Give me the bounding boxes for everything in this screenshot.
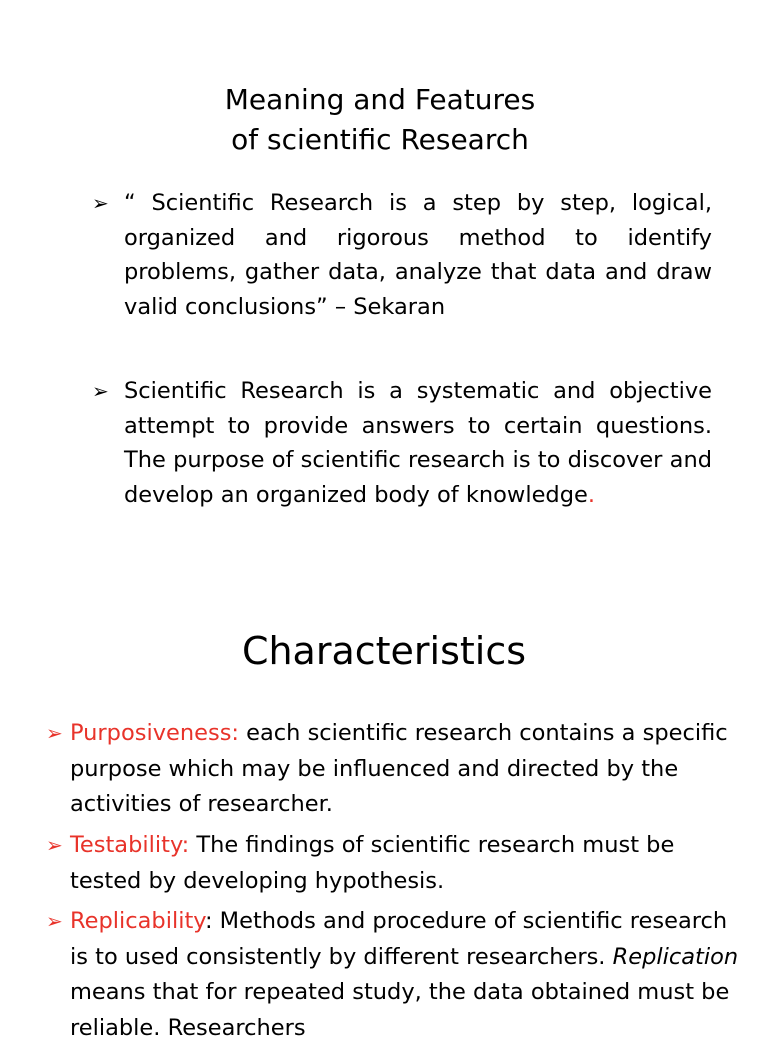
characteristics-heading: Characteristics — [241, 629, 527, 673]
arrow-bullet-icon: ➢ — [92, 379, 109, 403]
characteristic-term: Replicability — [70, 908, 205, 934]
characteristic-description: each scientific research contains a specific purpose which may be influenced and directed by the activities of researcher. — [70, 720, 728, 817]
title-line-2: of scientific Research — [231, 123, 529, 156]
arrow-bullet-icon: ➢ — [92, 191, 109, 215]
characteristic-text — [70, 828, 746, 899]
slide-title-meaning — [140, 80, 620, 160]
characteristic-testability — [46, 828, 746, 899]
characteristic-term: Testability: — [70, 832, 190, 858]
title-line-1: Meaning and Features — [224, 83, 536, 116]
characteristic-text — [70, 716, 746, 823]
definition-bullet-systematic — [92, 374, 712, 512]
bullet-trailing-dot: . — [587, 481, 595, 508]
arrow-bullet-icon: ➢ — [46, 721, 63, 745]
definition-bullet-sekaran — [92, 186, 712, 324]
characteristic-replicability — [46, 904, 746, 1046]
characteristic-term: Purposiveness: — [70, 720, 239, 746]
arrow-bullet-icon: ➢ — [46, 909, 63, 933]
bullet-text: “ Scientific Research is a step by step, logical, organized and rigorous method to identify problems, gather data, analyze that data and draw valid conclusions” – Sekaran — [124, 190, 712, 320]
characteristic-description: The findings of scientific research must be tested by developing hypothesis. — [70, 832, 675, 894]
characteristic-description: : Methods and procedure of scientific research is to used consistently by different researchers. — [70, 908, 728, 970]
characteristic-text — [70, 904, 746, 1046]
characteristic-description-continued: means that for repeated study, the data obtained must be reliable. Researchers — [70, 979, 730, 1041]
arrow-bullet-icon: ➢ — [46, 833, 63, 857]
bullet-text-body: Scientific Research is a systematic and objective attempt to provide answers to certain questions. The purpose of scientific research is to discover and develop an organized body of knowledge — [124, 378, 712, 508]
characteristic-purposiveness — [46, 716, 746, 823]
bullet-text — [124, 374, 712, 512]
characteristic-italic-term: Replication — [612, 943, 739, 970]
